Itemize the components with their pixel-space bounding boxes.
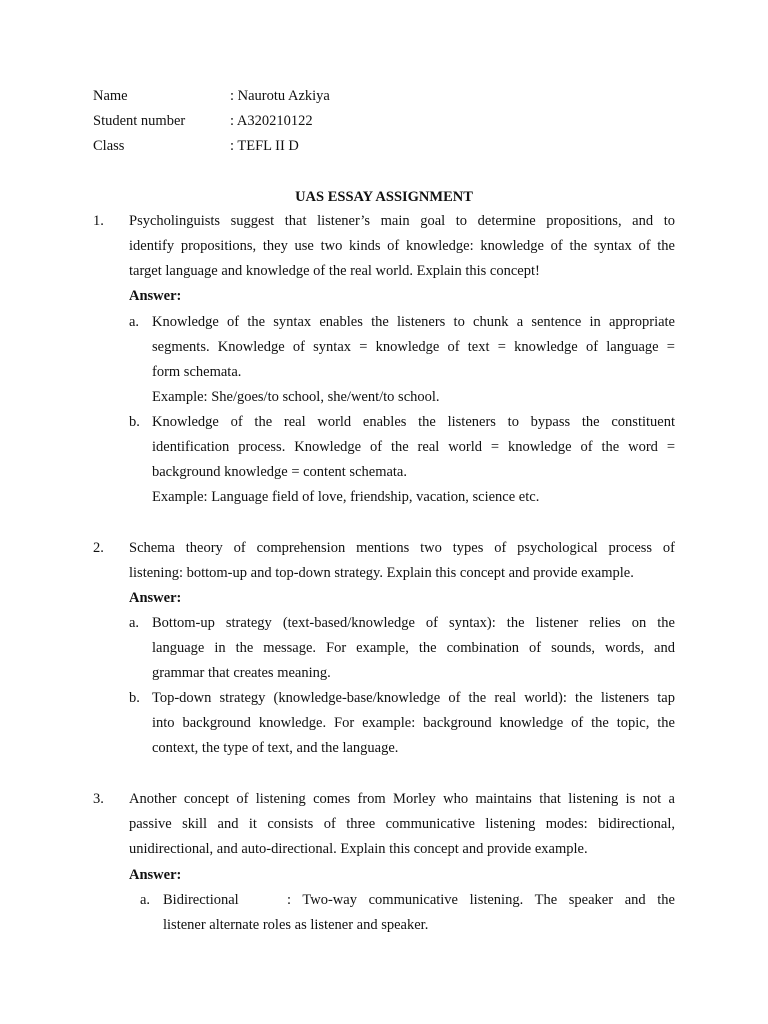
q3-answer-a-definition: : Two-way communicative listening. The speaker and the — [287, 892, 675, 908]
q1-answer-a-line: form schemata. — [152, 364, 242, 380]
question-2-answer-label: Answer: — [129, 590, 182, 606]
question-3-answer-label: Answer: — [129, 867, 182, 883]
q3-answer-a-term: Bidirectional — [163, 892, 239, 908]
name-value: : Naurotu Azkiya — [230, 88, 330, 104]
q2-answer-b-text — [152, 686, 675, 761]
q1-answer-b-letter: b. — [129, 414, 140, 430]
q1-answer-a-line: Example: She/goes/to school, she/went/to school. — [152, 389, 440, 405]
q3-answer-a-letter: a. — [140, 892, 151, 908]
q1-answer-b-line: Knowledge of the real world enables the listeners to bypass the constituent — [152, 414, 675, 430]
q3-answer-a-line: listener alternate roles as listener and speaker. — [163, 917, 429, 933]
question-2-line: listening: bottom-up and top-down strategy. Explain this concept and provide example. — [129, 565, 634, 581]
question-1-answer-label: Answer: — [129, 288, 182, 304]
q1-answer-a-text — [152, 310, 675, 410]
q2-answer-b-line: into background knowledge. For example: background knowledge of the topic, the — [152, 715, 675, 731]
q2-answer-a-line: grammar that creates meaning. — [152, 665, 331, 681]
question-3-number: 3. — [93, 791, 104, 807]
q2-answer-a-line: Bottom-up strategy (text-based/knowledge of syntax): the listener relies on the — [152, 615, 675, 631]
student-number-label: Student number — [93, 113, 186, 129]
question-1-line: Psycholinguists suggest that listener’s main goal to determine propositions, and to — [129, 213, 675, 229]
class-value: : TEFL II D — [230, 138, 299, 154]
question-1-line: target language and knowledge of the real world. Explain this concept! — [129, 263, 540, 279]
question-3-text — [129, 787, 675, 862]
q1-answer-b-line: Example: Language field of love, friendship, vacation, science etc. — [152, 489, 540, 505]
q2-answer-b-line: Top-down strategy (knowledge-base/knowledge of the real world): the listeners tap — [152, 690, 675, 706]
question-2-number: 2. — [93, 540, 104, 556]
q3-answer-a-text — [163, 888, 675, 938]
q2-answer-a-letter: a. — [129, 615, 140, 631]
q1-answer-a-line: Knowledge of the syntax enables the listeners to chunk a sentence in appropriate — [152, 314, 675, 330]
question-1-number: 1. — [93, 213, 104, 229]
q1-answer-a-letter: a. — [129, 314, 140, 330]
q2-answer-a-text — [152, 611, 675, 686]
question-3-line: passive skill and it consists of three communicative listening modes: bidirectional, — [129, 816, 675, 832]
question-2-text — [129, 536, 675, 586]
q1-answer-b-text — [152, 410, 675, 510]
question-3-line: unidirectional, and auto-directional. Explain this concept and provide example. — [129, 841, 588, 857]
q1-answer-b-line: background knowledge = content schemata. — [152, 464, 407, 480]
document-title: UAS ESSAY ASSIGNMENT — [295, 189, 473, 205]
q1-answer-b-line: identification process. Knowledge of the real world = knowledge of the word = — [152, 439, 675, 455]
q2-answer-a-line: language in the message. For example, the combination of sounds, words, and — [152, 640, 675, 656]
q2-answer-b-letter: b. — [129, 690, 140, 706]
q2-answer-b-line: context, the type of text, and the language. — [152, 740, 399, 756]
q3-answer-a-line — [163, 888, 675, 913]
question-2-line: Schema theory of comprehension mentions two types of psychological process of — [129, 540, 675, 556]
question-1-text — [129, 209, 675, 284]
name-label: Name — [93, 88, 128, 104]
question-3-line: Another concept of listening comes from Morley who maintains that listening is not a — [129, 791, 675, 807]
student-number-value: : A320210122 — [230, 113, 313, 129]
class-label: Class — [93, 138, 125, 154]
q1-answer-a-line: segments. Knowledge of syntax = knowledge of text = knowledge of language = — [152, 339, 675, 355]
question-1-line: identify propositions, they use two kinds of knowledge: knowledge of the syntax of the — [129, 238, 675, 254]
